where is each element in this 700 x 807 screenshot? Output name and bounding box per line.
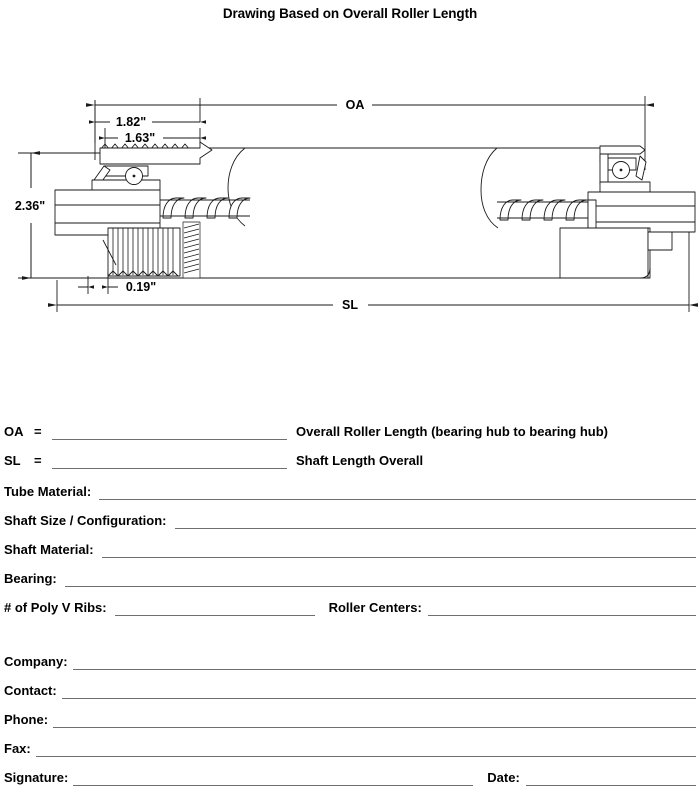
form-row-shaft-material	[4, 536, 696, 558]
right-hub-step	[588, 200, 596, 228]
right-hub	[588, 192, 695, 232]
form-trailing-sl: Shaft Length Overall	[296, 453, 424, 468]
form-input-sl[interactable]	[52, 454, 287, 469]
form-input-bearing[interactable]	[65, 572, 696, 587]
form-input-poly-v-ribs[interactable]	[115, 601, 315, 616]
form-input-fax[interactable]	[36, 742, 696, 757]
right-bearing-center	[620, 169, 623, 172]
form-input-company[interactable]	[73, 655, 696, 670]
form-label-company: Company:	[4, 654, 68, 669]
form-label-shaft-material: Shaft Material:	[4, 542, 94, 557]
form-row-tube-material	[4, 478, 696, 500]
form-equals-oa: =	[34, 424, 42, 439]
poly-v-rib-pack	[108, 228, 180, 276]
form-row-sl	[4, 447, 696, 469]
form-label-phone: Phone:	[4, 712, 49, 727]
form-label-signature: Signature:	[4, 770, 69, 785]
form-row-bearing	[4, 565, 696, 587]
right-retainer-wall	[600, 154, 608, 184]
roller-drawing-svg	[0, 80, 700, 340]
right-shaft-collar	[648, 232, 672, 250]
form-label-contact: Contact:	[4, 683, 57, 698]
roller-technical-drawing	[0, 80, 700, 340]
form-label-tube-material: Tube Material:	[4, 484, 92, 499]
page-title: Drawing Based on Overall Roller Length	[222, 6, 478, 21]
form-input-date[interactable]	[526, 771, 696, 786]
form-row-company	[4, 648, 696, 670]
form-label-sl: SL	[4, 453, 21, 468]
form-equals-sl: =	[34, 453, 42, 468]
form-input-signature[interactable]	[73, 771, 473, 786]
right-tube-shoulder	[560, 228, 650, 278]
dimension-label-0-19: 0.19"	[125, 280, 157, 294]
form-row-poly-v-ribs	[4, 594, 696, 616]
form-label-roller-centers: Roller Centers:	[328, 600, 422, 615]
form-trailing-oa: Overall Roller Length (bearing hub to bearing hub)	[296, 424, 609, 439]
form-label-shaft-size: Shaft Size / Configuration:	[4, 513, 167, 528]
dimension-label-oa: OA	[345, 98, 365, 112]
form-row-shaft-size	[4, 507, 696, 529]
form-row-phone	[4, 706, 696, 728]
dimension-label-1-63: 1.63"	[124, 131, 156, 145]
form-input-shaft-material[interactable]	[102, 543, 696, 558]
form-input-tube-material[interactable]	[99, 485, 696, 500]
right-coil-group	[500, 200, 587, 220]
left-bearing-center	[133, 175, 136, 178]
form-row-oa	[4, 418, 696, 440]
form-input-roller-centers[interactable]	[428, 601, 696, 616]
form-row-contact	[4, 677, 696, 699]
form-label-poly-v-ribs: # of Poly V Ribs:	[4, 600, 107, 615]
roller-assembly	[55, 142, 695, 278]
dimension-label-sl: SL	[342, 298, 358, 312]
dimension-label-2-36: 2.36"	[14, 199, 46, 213]
form-row-fax	[4, 735, 696, 757]
form-input-phone[interactable]	[53, 713, 696, 728]
tube-right-end-arc	[481, 148, 498, 228]
right-bracket	[636, 156, 646, 180]
form-label-date: Date:	[487, 770, 520, 785]
right-bearing-housing	[600, 146, 650, 192]
form-input-shaft-size[interactable]	[175, 514, 697, 529]
right-bracket-base	[600, 182, 650, 192]
form-input-oa[interactable]	[52, 425, 287, 440]
dimension-label-1-82: 1.82"	[115, 115, 147, 129]
left-bracket-base	[92, 180, 160, 190]
form-label-oa: OA	[4, 424, 24, 439]
form-row-signature	[4, 764, 696, 786]
form-input-contact[interactable]	[62, 684, 696, 699]
form-label-bearing: Bearing:	[4, 571, 57, 586]
specification-form	[0, 408, 700, 807]
left-hatch-band	[183, 222, 200, 278]
form-label-fax: Fax:	[4, 741, 31, 756]
left-coil-group	[163, 198, 250, 218]
left-bearing-housing	[92, 142, 212, 190]
